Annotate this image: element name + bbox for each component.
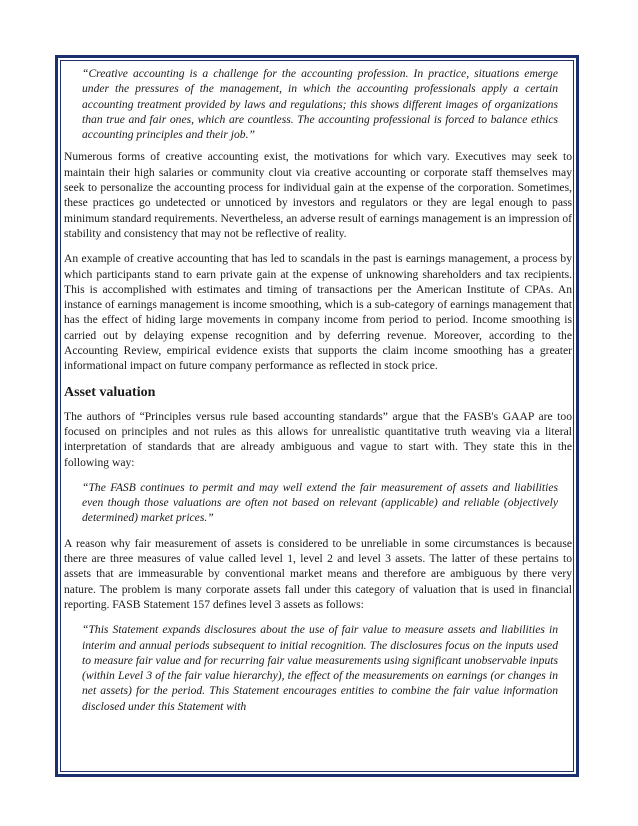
page-content: [64, 66, 572, 714]
block-quote-creative-accounting: “Creative accounting is a challenge for the accounting profession. In practice, situations emerge under the pressures of the management, in which the accounting professionals apply a certain accounting treatment provided by laws and regulations; this shows different images of organizations than true and fair ones, which are countless. The accounting professional is forced to balance ethics accounting principles and their job.”: [82, 67, 558, 142]
paragraph-fair-measurement: A reason why fair measurement of assets is considered to be unreliable in some circumstances is because there are three measures of value called level 1, level 2 and level 3 assets. The latter of these pertains to assets that are immeasurable by conventional market means and therefore are ambiguous by there very nature. The problem is many corporate assets fall under this category of valuation that is used in financial reporting. FASB Statement 157 defines level 3 assets as follows:: [64, 536, 572, 611]
paragraph-motivations: Numerous forms of creative accounting exist, the motivations for which vary. Executives may seek to maintain their high salaries or community clout via creative accounting or corporate staff themselves may seek to personalize the accounting process for individual gain at the expense of the corporation. Sometimes, these practices go undetected or unnoticed by investors and regulators or they are legal enough to pass minimum standard requirements. Nevertheless, an adverse result of earnings management is an impression of stability and consistency that may not be reflective of reality.: [64, 150, 572, 240]
block-quote-statement-157: “This Statement expands disclosures about the use of fair value to measure assets and liabilities in interim and annual periods subsequent to initial recognition. The disclosures focus on the inputs used to measure fair value and for recurring fair value measurements using significant unobservable inputs (within Level 3 of the fair value hierarchy), the effect of the measurements on earnings (or changes in net assets) for the period. This Statement encourages entities to combine the fair value information disclosed under this Statement with: [82, 623, 558, 713]
section-heading-asset-valuation: Asset valuation: [64, 384, 156, 400]
paragraph-earnings-management: An example of creative accounting that has led to scandals in the past is earnings management, a process by which participants stand to earn private gain at the expense of unknowing shareholders and tax recipients. This is accomplished with estimates and timing of transactions per the American Institute of CPAs. An instance of earnings management is income smoothing, which is a sub-category of earnings management that has the effect of hiding large movements in company income from period to period. Income smoothing is carried out by delaying expense recognition and by deferring revenue. Moreover, according to the Accounting Review, empirical evidence exists that supports the claim income smoothing has a greater informational impact on future company performance as reflected in stock price.: [64, 252, 572, 373]
paragraph-principles-vs-rules: The authors of “Principles versus rule based accounting standards” argue that the FASB's GAAP are too focused on principles and not rules as this allows for unrealistic quantitative truth weaving via a literal interpretation of standards that are already ambiguous and vague to start with. They state this in the following way:: [64, 409, 572, 469]
block-quote-fasb: “The FASB continues to permit and may well extend the fair measurement of assets and liabilities even though those valuations are often not based on relevant (applicable) and reliable (objectively determined) market prices.”: [82, 480, 558, 525]
